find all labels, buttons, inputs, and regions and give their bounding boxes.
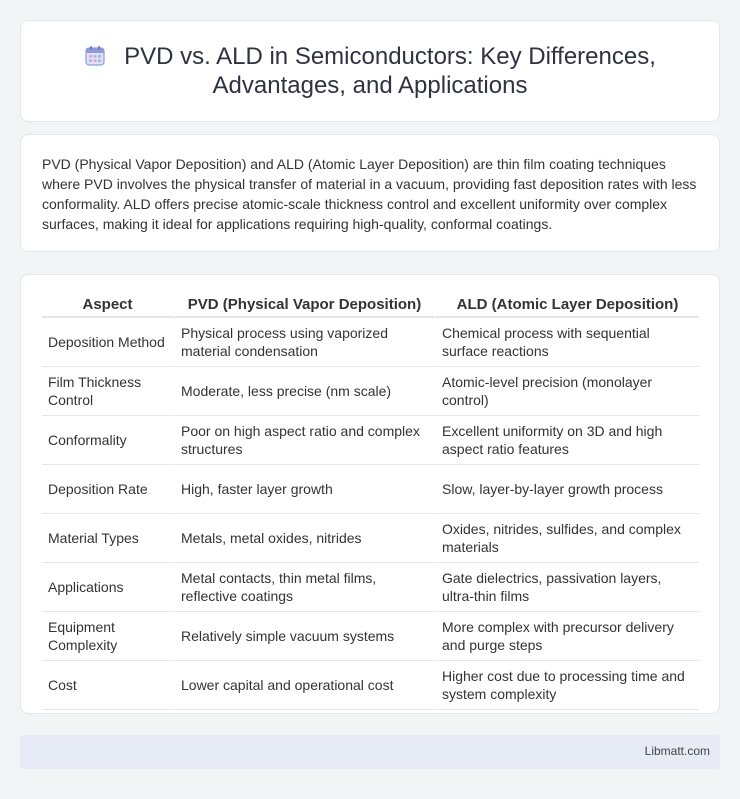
ald-cell: Oxides, nitrides, sulfides, and complex materials bbox=[434, 514, 699, 563]
pvd-cell: Moderate, less precise (nm scale) bbox=[173, 367, 434, 416]
ald-cell: Excellent uniformity on 3D and high aspect ratio features bbox=[434, 416, 699, 465]
page-title bbox=[61, 42, 679, 100]
ald-cell: More complex with precursor delivery and purge steps bbox=[434, 612, 699, 661]
aspect-cell: Deposition Method bbox=[42, 318, 173, 367]
table-row bbox=[42, 318, 699, 367]
ald-cell: Gate dielectrics, passivation layers, ultra-thin films bbox=[434, 563, 699, 612]
comparison-card bbox=[20, 274, 720, 714]
ald-cell: Atomic-level precision (monolayer control) bbox=[434, 367, 699, 416]
ald-cell: Slow, layer-by-layer growth process bbox=[434, 465, 699, 514]
pvd-cell: Physical process using vaporized material condensation bbox=[173, 318, 434, 367]
header-aspect: Aspect bbox=[42, 294, 173, 318]
pvd-cell: High, faster layer growth bbox=[173, 465, 434, 514]
ald-cell: Chemical process with sequential surface reactions bbox=[434, 318, 699, 367]
table-row bbox=[42, 563, 699, 612]
header-ald: ALD (Atomic Layer Deposition) bbox=[434, 294, 699, 318]
aspect-cell: Material Types bbox=[42, 514, 173, 563]
header-pvd: PVD (Physical Vapor Deposition) bbox=[173, 294, 434, 318]
summary-text: PVD (Physical Vapor Deposition) and ALD (Atomic Layer Deposition) are thin film coating techniques where PVD involves the physical transfer of material in a vacuum, providing fast deposition rates with less conformality. ALD offers precise atomic-scale thickness control and excellent uniformity over complex surfaces, making it ideal for applications requiring high-quality, conformal coatings. bbox=[42, 156, 697, 232]
title-card bbox=[20, 20, 720, 122]
table-row bbox=[42, 367, 699, 416]
pvd-cell: Relatively simple vacuum systems bbox=[173, 612, 434, 661]
table-row bbox=[42, 514, 699, 563]
aspect-cell: Conformality bbox=[42, 416, 173, 465]
aspect-cell: Cost bbox=[42, 661, 173, 710]
ald-cell: Higher cost due to processing time and system complexity bbox=[434, 661, 699, 710]
table-row bbox=[42, 465, 699, 514]
footer-brand: Libmatt.com bbox=[644, 744, 710, 758]
page-title-text: PVD vs. ALD in Semiconductors: Key Differences, Advantages, and Applications bbox=[124, 43, 656, 99]
table-row bbox=[42, 416, 699, 465]
comparison-table bbox=[42, 294, 699, 710]
table-row bbox=[42, 661, 699, 710]
aspect-cell: Film Thickness Control bbox=[42, 367, 173, 416]
pvd-cell: Poor on high aspect ratio and complex structures bbox=[173, 416, 434, 465]
calendar-icon bbox=[84, 45, 106, 67]
footer-bar bbox=[20, 735, 720, 769]
pvd-cell: Metals, metal oxides, nitrides bbox=[173, 514, 434, 563]
aspect-cell: Deposition Rate bbox=[42, 465, 173, 514]
table-header-row bbox=[42, 294, 699, 318]
table-row bbox=[42, 612, 699, 661]
pvd-cell: Lower capital and operational cost bbox=[173, 661, 434, 710]
pvd-cell: Metal contacts, thin metal films, reflective coatings bbox=[173, 563, 434, 612]
summary-card bbox=[20, 134, 720, 252]
aspect-cell: Applications bbox=[42, 563, 173, 612]
aspect-cell: Equipment Complexity bbox=[42, 612, 173, 661]
